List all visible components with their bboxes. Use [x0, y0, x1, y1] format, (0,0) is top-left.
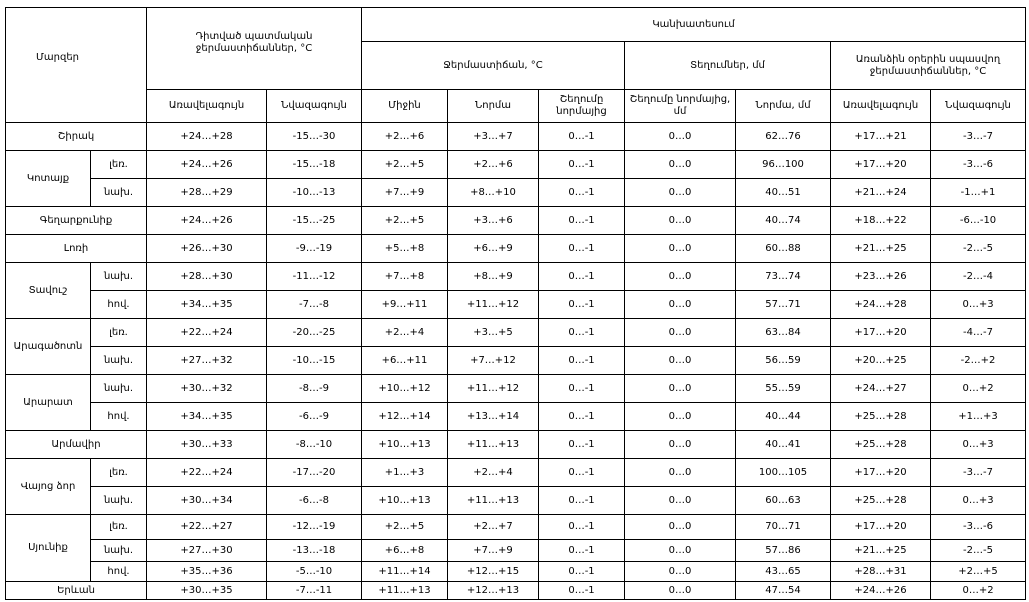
precip-norm-cell: 40…51 — [736, 179, 831, 207]
zone-label: լեռ. — [91, 319, 147, 347]
temp-average-cell: +11…+14 — [362, 562, 448, 582]
daily-min-cell: -2…+2 — [931, 347, 1026, 375]
daily-max-header: Առավելագույն — [831, 90, 931, 123]
daily-max-cell: +24…+26 — [831, 582, 931, 600]
daily-min-cell: 0…+3 — [931, 431, 1026, 459]
precip-deviation-cell: 0…0 — [625, 179, 736, 207]
temp-deviation-cell: 0…-1 — [539, 540, 625, 562]
precip-deviation-cell: 0…0 — [625, 319, 736, 347]
zone-label: լեռ. — [91, 151, 147, 179]
daily-min-cell: -3…-6 — [931, 151, 1026, 179]
daily-min-cell: -2…-5 — [931, 540, 1026, 562]
temp-deviation-cell: 0…-1 — [539, 562, 625, 582]
temp-deviation-cell: 0…-1 — [539, 291, 625, 319]
hist-min-cell: -5…-10 — [267, 562, 362, 582]
region-name: Գեղարքունիք — [6, 207, 147, 235]
temp-norm-header: Նորմա — [448, 90, 539, 123]
daily-temperatures-header: Առանձին օրերին սպասվող ջերմաստիճաններ, °C — [831, 42, 1026, 90]
table-row — [6, 291, 1026, 319]
precip-norm-cell: 100…105 — [736, 459, 831, 487]
hist-max-cell: +27…+32 — [147, 347, 267, 375]
table-row — [6, 347, 1026, 375]
hist-max-cell: +28…+29 — [147, 179, 267, 207]
temp-deviation-cell: 0…-1 — [539, 403, 625, 431]
hist-max-cell: +35…+36 — [147, 562, 267, 582]
daily-min-cell: 0…+3 — [931, 487, 1026, 515]
temp-deviation-cell: 0…-1 — [539, 123, 625, 151]
region-name: Արարատ — [6, 375, 91, 431]
hist-max-cell: +30…+32 — [147, 375, 267, 403]
temp-average-cell: +2…+5 — [362, 515, 448, 540]
precip-deviation-cell: 0…0 — [625, 562, 736, 582]
hist-min-cell: -20…-25 — [267, 319, 362, 347]
table-row — [6, 582, 1026, 600]
precip-norm-cell: 43…65 — [736, 562, 831, 582]
daily-max-cell: +25…+28 — [831, 431, 931, 459]
table-row — [6, 431, 1026, 459]
temp-average-cell: +6…+11 — [362, 347, 448, 375]
temp-norm-cell: +3…+6 — [448, 207, 539, 235]
temp-average-cell: +9…+11 — [362, 291, 448, 319]
temp-deviation-cell: 0…-1 — [539, 179, 625, 207]
zone-label: հով. — [91, 291, 147, 319]
table-row — [6, 562, 1026, 582]
precip-deviation-cell: 0…0 — [625, 123, 736, 151]
hist-max-cell: +28…+30 — [147, 263, 267, 291]
hist-min-cell: -17…-20 — [267, 459, 362, 487]
zone-label: նախ. — [91, 263, 147, 291]
precip-deviation-cell: 0…0 — [625, 582, 736, 600]
hist-max-cell: +24…+28 — [147, 123, 267, 151]
table-row — [6, 515, 1026, 540]
regions-header: Մարզեր — [6, 8, 147, 123]
daily-min-header: Նվազագույն — [931, 90, 1026, 123]
precip-norm-cell: 63…84 — [736, 319, 831, 347]
hist-max-header: Առավելագույն — [147, 90, 267, 123]
region-name: Սյունիք — [6, 515, 91, 582]
daily-max-cell: +17…+21 — [831, 123, 931, 151]
precip-norm-cell: 62…76 — [736, 123, 831, 151]
table-header — [6, 8, 1026, 123]
daily-max-cell: +28…+31 — [831, 562, 931, 582]
temp-average-cell: +5…+8 — [362, 235, 448, 263]
temp-average-cell: +2…+4 — [362, 319, 448, 347]
daily-max-cell: +18…+22 — [831, 207, 931, 235]
daily-min-cell: -3…-6 — [931, 515, 1026, 540]
zone-label: նախ. — [91, 540, 147, 562]
zone-label: նախ. — [91, 179, 147, 207]
precip-deviation-cell: 0…0 — [625, 431, 736, 459]
precip-deviation-cell: 0…0 — [625, 459, 736, 487]
temp-average-cell: +10…+12 — [362, 375, 448, 403]
temp-average-cell: +10…+13 — [362, 431, 448, 459]
temp-norm-cell: +11…+12 — [448, 375, 539, 403]
hist-max-cell: +24…+26 — [147, 151, 267, 179]
daily-max-cell: +17…+20 — [831, 319, 931, 347]
precip-norm-header: Նորմա, մմ — [736, 90, 831, 123]
temp-norm-cell: +2…+6 — [448, 151, 539, 179]
zone-label: լեռ. — [91, 515, 147, 540]
temp-norm-cell: +13…+14 — [448, 403, 539, 431]
temp-norm-cell: +8…+9 — [448, 263, 539, 291]
region-name: Տավուշ — [6, 263, 91, 319]
region-name: Շիրակ — [6, 123, 147, 151]
hist-max-cell: +24…+26 — [147, 207, 267, 235]
temp-deviation-cell: 0…-1 — [539, 487, 625, 515]
precip-deviation-cell: 0…0 — [625, 375, 736, 403]
hist-min-cell: -12…-19 — [267, 515, 362, 540]
precip-deviation-header: Շեղումը նորմայից, մմ — [625, 90, 736, 123]
daily-max-cell: +21…+24 — [831, 179, 931, 207]
precip-norm-cell: 57…86 — [736, 540, 831, 562]
zone-label: նախ. — [91, 347, 147, 375]
precip-norm-cell: 73…74 — [736, 263, 831, 291]
zone-label: նախ. — [91, 375, 147, 403]
hist-min-cell: -6…-8 — [267, 487, 362, 515]
temp-norm-cell: +2…+4 — [448, 459, 539, 487]
precip-norm-cell: 40…74 — [736, 207, 831, 235]
historical-temperatures-header: Դիտված պատմական ջերմաստիճաններ, °C — [147, 8, 362, 90]
zone-label: նախ. — [91, 487, 147, 515]
daily-max-cell: +25…+28 — [831, 487, 931, 515]
table-row — [6, 263, 1026, 291]
zone-label: հով. — [91, 562, 147, 582]
hist-max-cell: +30…+33 — [147, 431, 267, 459]
daily-max-cell: +21…+25 — [831, 540, 931, 562]
hist-min-cell: -8…-10 — [267, 431, 362, 459]
daily-max-cell: +24…+27 — [831, 375, 931, 403]
hist-min-cell: -8…-9 — [267, 375, 362, 403]
table-row — [6, 375, 1026, 403]
temp-deviation-cell: 0…-1 — [539, 515, 625, 540]
hist-max-cell: +30…+35 — [147, 582, 267, 600]
hist-min-cell: -7…-8 — [267, 291, 362, 319]
table-body — [6, 123, 1026, 600]
temp-norm-cell: +2…+7 — [448, 515, 539, 540]
precip-deviation-cell: 0…0 — [625, 291, 736, 319]
temp-norm-cell: +7…+9 — [448, 540, 539, 562]
forecast-header: Կանխատեսում — [362, 8, 1026, 42]
hist-min-cell: -7…-11 — [267, 582, 362, 600]
daily-min-cell: -3…-7 — [931, 459, 1026, 487]
temp-norm-cell: +11…+12 — [448, 291, 539, 319]
temp-average-cell: +6…+8 — [362, 540, 448, 562]
zone-label: լեռ. — [91, 459, 147, 487]
precip-deviation-cell: 0…0 — [625, 151, 736, 179]
daily-max-cell: +20…+25 — [831, 347, 931, 375]
table-row — [6, 179, 1026, 207]
precip-norm-cell: 96…100 — [736, 151, 831, 179]
hist-min-cell: -6…-9 — [267, 403, 362, 431]
temp-norm-cell: +3…+5 — [448, 319, 539, 347]
daily-max-cell: +23…+26 — [831, 263, 931, 291]
temp-deviation-cell: 0…-1 — [539, 459, 625, 487]
temp-deviation-cell: 0…-1 — [539, 235, 625, 263]
region-name: Կոտայք — [6, 151, 91, 207]
temp-average-cell: +2…+6 — [362, 123, 448, 151]
hist-max-cell: +34…+35 — [147, 403, 267, 431]
daily-max-cell: +17…+20 — [831, 151, 931, 179]
temp-average-cell: +2…+5 — [362, 207, 448, 235]
daily-min-cell: +1…+3 — [931, 403, 1026, 431]
table-row — [6, 319, 1026, 347]
temp-norm-cell: +12…+13 — [448, 582, 539, 600]
daily-max-cell: +17…+20 — [831, 459, 931, 487]
hist-max-cell: +27…+30 — [147, 540, 267, 562]
temp-norm-cell: +6…+9 — [448, 235, 539, 263]
precip-deviation-cell: 0…0 — [625, 207, 736, 235]
temp-deviation-cell: 0…-1 — [539, 431, 625, 459]
temp-average-cell: +12…+14 — [362, 403, 448, 431]
daily-max-cell: +17…+20 — [831, 515, 931, 540]
precip-deviation-cell: 0…0 — [625, 263, 736, 291]
temp-norm-cell: +11…+13 — [448, 487, 539, 515]
daily-min-cell: +2…+5 — [931, 562, 1026, 582]
daily-min-cell: 0…+2 — [931, 582, 1026, 600]
temperature-header: Ջերմաստիճան, °C — [362, 42, 625, 90]
daily-max-cell: +21…+25 — [831, 235, 931, 263]
hist-max-cell: +22…+24 — [147, 319, 267, 347]
precip-deviation-cell: 0…0 — [625, 487, 736, 515]
hist-min-cell: -10…-15 — [267, 347, 362, 375]
hist-min-cell: -15…-30 — [267, 123, 362, 151]
precip-norm-cell: 60…63 — [736, 487, 831, 515]
daily-min-cell: -4…-7 — [931, 319, 1026, 347]
temp-norm-cell: +11…+13 — [448, 431, 539, 459]
precip-norm-cell: 70…71 — [736, 515, 831, 540]
precip-norm-cell: 57…71 — [736, 291, 831, 319]
table-row — [6, 123, 1026, 151]
temp-deviation-cell: 0…-1 — [539, 151, 625, 179]
temp-norm-cell: +12…+15 — [448, 562, 539, 582]
hist-max-cell: +26…+30 — [147, 235, 267, 263]
precip-norm-cell: 56…59 — [736, 347, 831, 375]
daily-min-cell: -3…-7 — [931, 123, 1026, 151]
region-name: Երևան — [6, 582, 147, 600]
daily-min-cell: 0…+2 — [931, 375, 1026, 403]
table-row — [6, 459, 1026, 487]
temp-deviation-cell: 0…-1 — [539, 263, 625, 291]
table-row — [6, 540, 1026, 562]
region-name: Լոռի — [6, 235, 147, 263]
hist-max-cell: +34…+35 — [147, 291, 267, 319]
daily-max-cell: +25…+28 — [831, 403, 931, 431]
region-name: Արագածոտն — [6, 319, 91, 375]
region-name: Արմավիր — [6, 431, 147, 459]
table-row — [6, 235, 1026, 263]
precip-norm-cell: 60…88 — [736, 235, 831, 263]
precip-deviation-cell: 0…0 — [625, 403, 736, 431]
precip-deviation-cell: 0…0 — [625, 515, 736, 540]
hist-min-cell: -11…-12 — [267, 263, 362, 291]
hist-min-cell: -10…-13 — [267, 179, 362, 207]
temp-average-header: Միջին — [362, 90, 448, 123]
table-row — [6, 487, 1026, 515]
temp-average-cell: +7…+8 — [362, 263, 448, 291]
precip-deviation-cell: 0…0 — [625, 235, 736, 263]
temp-average-cell: +11…+13 — [362, 582, 448, 600]
precip-norm-cell: 55…59 — [736, 375, 831, 403]
precip-norm-cell: 40…44 — [736, 403, 831, 431]
temp-norm-cell: +8…+10 — [448, 179, 539, 207]
header-row — [6, 90, 1026, 123]
hist-min-cell: -13…-18 — [267, 540, 362, 562]
daily-min-cell: -6…-10 — [931, 207, 1026, 235]
temp-deviation-cell: 0…-1 — [539, 319, 625, 347]
precip-deviation-cell: 0…0 — [625, 540, 736, 562]
temp-average-cell: +7…+9 — [362, 179, 448, 207]
temp-deviation-cell: 0…-1 — [539, 375, 625, 403]
temp-norm-cell: +3…+7 — [448, 123, 539, 151]
temp-norm-cell: +7…+12 — [448, 347, 539, 375]
header-row — [6, 8, 1026, 42]
table-row — [6, 151, 1026, 179]
table-row — [6, 207, 1026, 235]
hist-max-cell: +22…+27 — [147, 515, 267, 540]
temp-deviation-cell: 0…-1 — [539, 207, 625, 235]
hist-max-cell: +30…+34 — [147, 487, 267, 515]
zone-label: հով. — [91, 403, 147, 431]
daily-max-cell: +24…+28 — [831, 291, 931, 319]
temp-deviation-cell: 0…-1 — [539, 582, 625, 600]
temp-average-cell: +2…+5 — [362, 151, 448, 179]
daily-min-cell: 0…+3 — [931, 291, 1026, 319]
temp-deviation-header: Շեղումը նորմայից — [539, 90, 625, 123]
table-row — [6, 403, 1026, 431]
temp-average-cell: +10…+13 — [362, 487, 448, 515]
hist-min-cell: -15…-25 — [267, 207, 362, 235]
precip-norm-cell: 40…41 — [736, 431, 831, 459]
region-name: Վայոց ձոր — [6, 459, 91, 515]
daily-min-cell: -2…-5 — [931, 235, 1026, 263]
precipitation-header: Տեղումներ, մմ — [625, 42, 831, 90]
hist-min-cell: -9…-19 — [267, 235, 362, 263]
forecast-table — [5, 7, 1026, 600]
hist-max-cell: +22…+24 — [147, 459, 267, 487]
daily-min-cell: -2…-4 — [931, 263, 1026, 291]
hist-min-cell: -15…-18 — [267, 151, 362, 179]
temp-average-cell: +1…+3 — [362, 459, 448, 487]
hist-min-header: Նվազագույն — [267, 90, 362, 123]
temp-deviation-cell: 0…-1 — [539, 347, 625, 375]
daily-min-cell: -1…+1 — [931, 179, 1026, 207]
precip-norm-cell: 47…54 — [736, 582, 831, 600]
precip-deviation-cell: 0…0 — [625, 347, 736, 375]
